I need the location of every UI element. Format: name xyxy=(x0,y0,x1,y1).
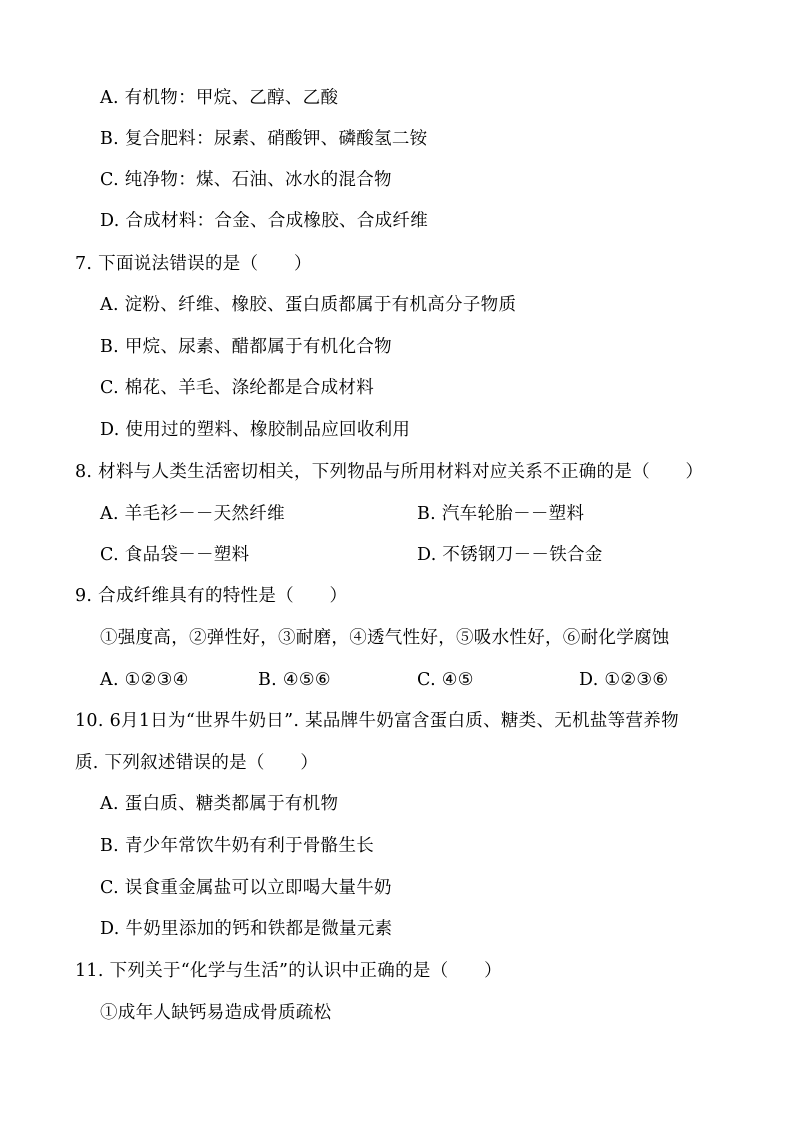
q7-option-b: B. 甲烷、尿素、醋都属于有机化合物 xyxy=(100,337,392,357)
q8-option-c: C. 食品袋－－塑料 xyxy=(100,545,250,565)
q9-items: ①强度高，②弹性好，③耐磨，④透气性好，⑤吸水性好，⑥耐化学腐蚀 xyxy=(100,628,670,648)
q7-option-a: A. 淀粉、纤维、橡胶、蛋白质都属于有机高分子物质 xyxy=(100,295,517,315)
q7-option-d: D. 使用过的塑料、橡胶制品应回收利用 xyxy=(100,420,411,440)
q6-option-a: A. 有机物：甲烷、乙醇、乙酸 xyxy=(100,88,339,108)
q9-option-b: B. ④⑤⑥ xyxy=(258,670,331,690)
q11-stem: 11. 下列关于“化学与生活”的认识中正确的是（ ） xyxy=(75,961,502,981)
q8-option-d: D. 不锈钢刀－－铁合金 xyxy=(417,545,603,565)
q8-option-a: A. 羊毛衫－－天然纤维 xyxy=(100,504,285,524)
q9-stem: 9. 合成纤维具有的特性是（ ） xyxy=(75,586,348,606)
q6-option-d: D. 合成材料：合金、合成橡胶、合成纤维 xyxy=(100,211,429,231)
q8-option-b: B. 汽车轮胎－－塑料 xyxy=(417,504,585,524)
q6-option-c: C. 纯净物：煤、石油、冰水的混合物 xyxy=(100,170,392,190)
q11-item-1: ①成年人缺钙易造成骨质疏松 xyxy=(100,1003,332,1023)
q7-option-c: C. 棉花、羊毛、涤纶都是合成材料 xyxy=(100,378,374,398)
q7-stem: 7. 下面说法错误的是（ ） xyxy=(75,254,312,274)
q9-option-c: C. ④⑤ xyxy=(417,670,474,690)
q10-stem-line2: 质. 下列叙述错误的是（ ） xyxy=(75,753,319,773)
q10-option-c: C. 误食重金属盐可以立即喝大量牛奶 xyxy=(100,878,392,898)
q10-option-d: D. 牛奶里添加的钙和铁都是微量元素 xyxy=(100,919,393,939)
q10-option-a: A. 蛋白质、糖类都属于有机物 xyxy=(100,794,339,814)
q9-option-d: D. ①②③⑥ xyxy=(579,670,669,690)
q10-option-b: B. 青少年常饮牛奶有利于骨骼生长 xyxy=(100,836,375,856)
q8-stem: 8. 材料与人类生活密切相关，下列物品与所用材料对应关系不正确的是（ ） xyxy=(75,462,704,482)
q10-stem-line1: 10. 6月1日为“世界牛奶日”. 某品牌牛奶富含蛋白质、糖类、无机盐等营养物 xyxy=(75,711,679,731)
q6-option-b: B. 复合肥料：尿素、硝酸钾、磷酸氢二铵 xyxy=(100,129,428,149)
q9-option-a: A. ①②③④ xyxy=(100,670,189,690)
